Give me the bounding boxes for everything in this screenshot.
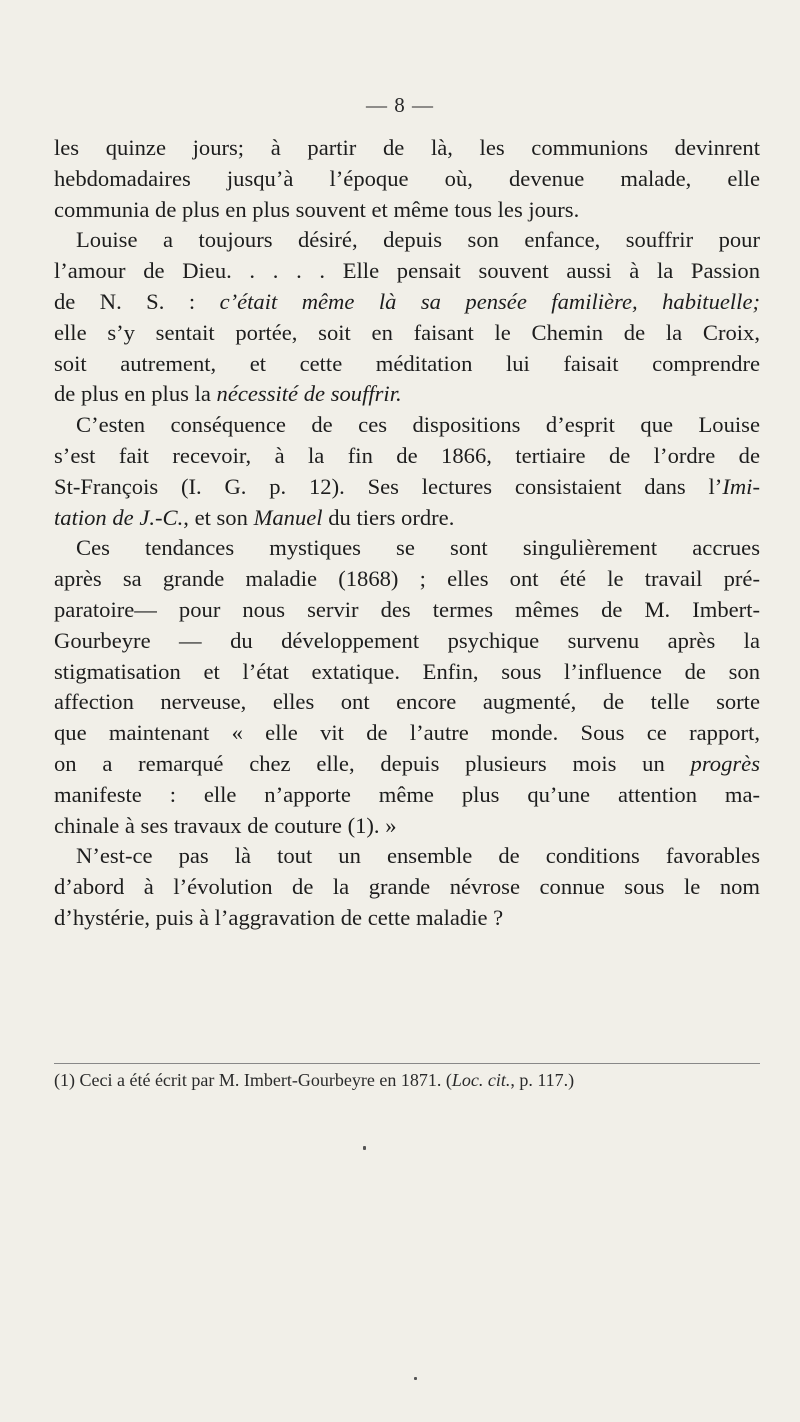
text-line: s’est fait recevoir, à la fin de 1866, tertiaire de l’ordre de — [54, 442, 760, 468]
text-line: que maintenant « elle vit de l’autre monde. Sous ce rapport, — [54, 720, 760, 746]
text-line: d’abord à l’évolution de la grande névrose connue sous le nom — [54, 874, 760, 900]
footnote-divider — [54, 1063, 760, 1064]
text-line — [54, 472, 760, 503]
text-segment: , et son — [183, 504, 254, 530]
footnote-citation: Loc. cit. — [451, 1070, 511, 1090]
text-line: hebdomadaires jusqu’à l’époque où, devenue malade, elle — [54, 165, 760, 191]
text-line: C’esten conséquence de ces dispositions d’esprit que Louise — [76, 412, 760, 438]
text-segment: St-François (I. G. p. 12). Ses lectures consistaient dans l’ — [54, 473, 723, 499]
italic-word: progrès — [690, 750, 760, 776]
text-line: paratoire— pour nous servir des termes mêmes de M. Imbert- — [54, 596, 760, 622]
text-line: stigmatisation et l’état extatique. Enfin, sous l’influence de son — [54, 658, 760, 684]
italic-quote: c’était même là sa pensée familière, habituelle; — [219, 288, 761, 314]
text-line: après sa grande maladie (1868) ; elles ont été le travail pré- — [54, 566, 760, 592]
text-line: communia de plus en plus souvent et même tous les jours. — [54, 196, 580, 222]
footnote — [54, 1068, 760, 1092]
text-line: l’amour de Dieu. . . . . Elle pensait souvent aussi à la Passion — [54, 258, 760, 284]
book-title: tation de J.-C. — [54, 504, 184, 530]
text-line: manifeste : elle n’apporte même plus qu’une attention ma- — [54, 781, 760, 807]
body-text — [54, 133, 760, 934]
text-line: affection nerveuse, elles ont encore augmenté, de telle sorte — [54, 689, 760, 715]
paper-speck — [414, 1377, 417, 1380]
paper-speck — [363, 1146, 366, 1150]
text-line — [54, 749, 760, 780]
text-line — [54, 503, 760, 534]
text-line: elle s’y sentait portée, soit en faisant le Chemin de la Croix, — [54, 319, 760, 345]
book-title: Imi- — [722, 473, 760, 499]
text-line: Louise a toujours désiré, depuis son enfance, souffrir pour — [76, 227, 760, 253]
text-line: chinale à ses travaux de couture (1). » — [54, 812, 397, 838]
page-number-header: — 8 — — [366, 93, 434, 117]
text-line: les quinze jours; à partir de là, les communions devinrent — [54, 135, 760, 160]
text-line — [54, 287, 760, 318]
text-segment: de plus en plus la — [54, 381, 217, 407]
footnote-text: (1) Ceci a été écrit par M. Imbert-Gourbeyre en 1871. ( — [54, 1070, 452, 1090]
text-line — [54, 379, 760, 410]
text-segment: on a remarqué chez elle, depuis plusieurs mois un — [54, 750, 691, 776]
text-line: d’hystérie, puis à l’aggravation de cette maladie ? — [54, 904, 504, 930]
text-segment: de N. S. : — [54, 288, 220, 314]
text-line: soit autrement, et cette méditation lui faisait comprendre — [54, 350, 760, 376]
footnote-text: , p. 117.) — [510, 1070, 575, 1090]
text-line: N’est-ce pas là tout un ensemble de conditions favorables — [76, 843, 760, 869]
text-segment: du tiers ordre. — [322, 504, 455, 530]
italic-phrase: nécessité de souffrir. — [216, 381, 402, 407]
text-line: Ces tendances mystiques se sont singulièrement accrues — [76, 535, 760, 561]
book-title: Manuel — [253, 504, 323, 530]
text-line: Gourbeyre — du développement psychique survenu après la — [54, 627, 760, 653]
